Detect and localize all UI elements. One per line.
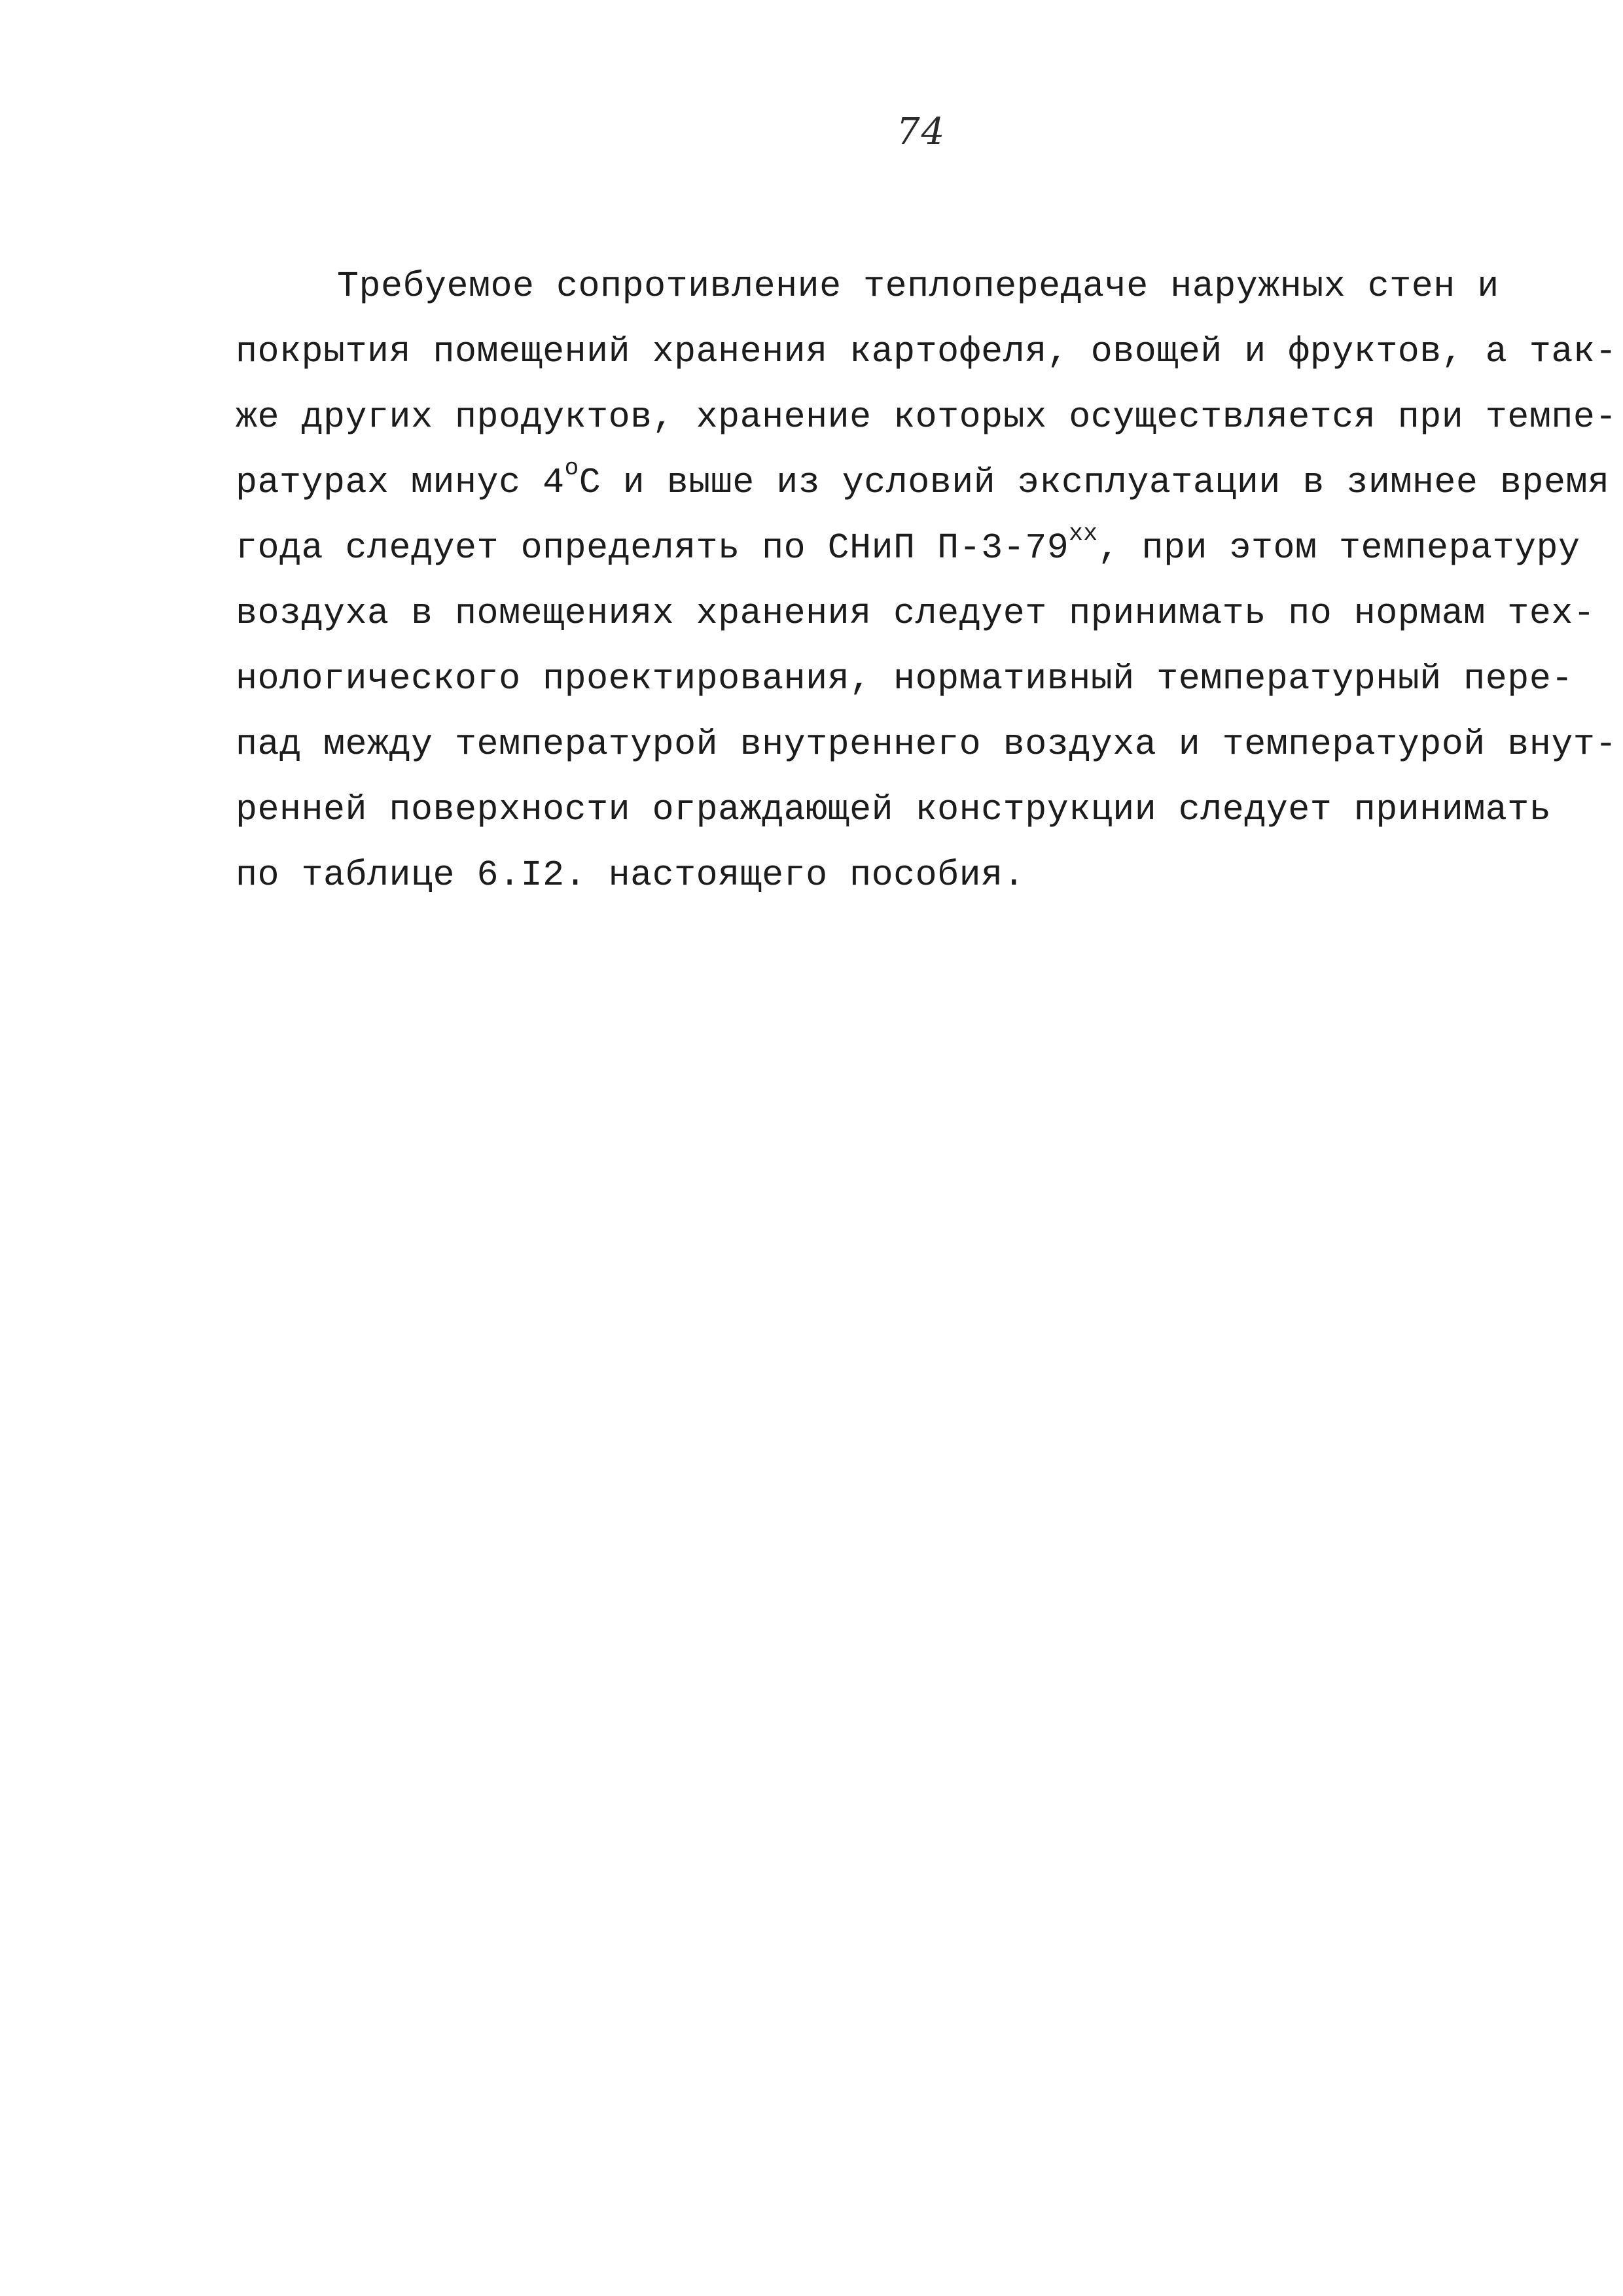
text-line: ренней поверхности ограждающей конструкции следует принимать [236,789,1552,830]
page-number: 74 [897,111,946,153]
text-segment: года следует определять по СНиП П-3-79 [236,527,1069,569]
text-line: нологического проектирования, нормативный температурный пере- [236,658,1573,699]
text-line: воздуха в помещениях хранения следует принимать по нормам тех- [236,593,1596,634]
text-line: пад между температурой внутреннего воздуха и температурой внут- [236,724,1617,765]
text-line [236,516,1580,581]
text-segment: , при этом температуру [1097,527,1580,569]
text-segment: С и выше из условий эксплуатации в зимнее время [579,462,1610,503]
text-line: покрытия помещений хранения картофеля, овощей и фруктов, а так- [236,331,1617,372]
degree-superscript: о [564,454,579,482]
text-line: же других продуктов, хранение которых осуществляется при темпе- [236,397,1617,438]
text-line: Требуемое сопротивление теплопередаче наружных стен и [337,266,1499,307]
edition-superscript: хх [1069,520,1098,547]
text-line [236,450,1610,516]
text-line: по таблице 6.I2. настоящего пособия. [236,855,1026,896]
text-segment: ратурах минус 4 [236,462,565,503]
body-paragraph [236,254,1617,908]
